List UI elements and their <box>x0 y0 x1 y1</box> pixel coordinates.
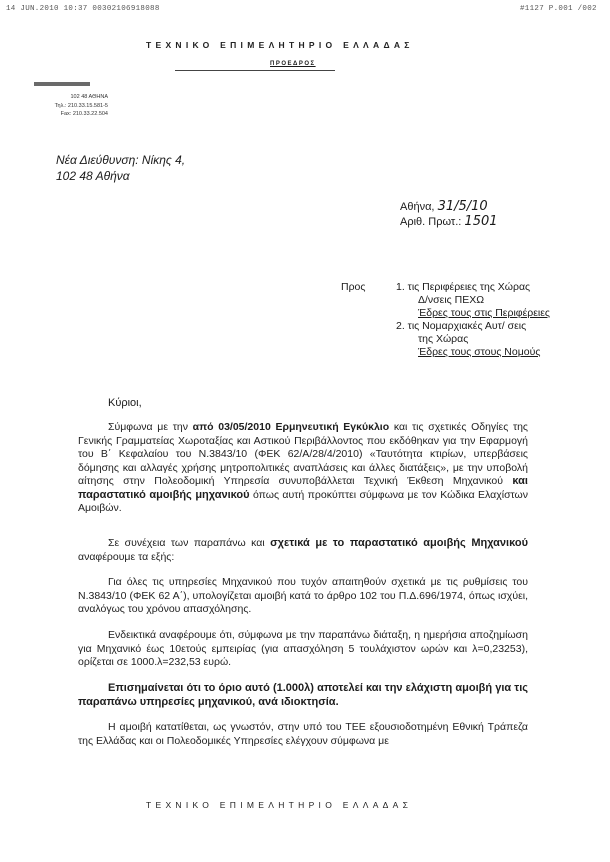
date-value: 31/5/10 <box>437 199 488 214</box>
address-street-redacted <box>34 82 90 86</box>
date-line <box>400 199 488 214</box>
body-paragraph-1: Σύμφωνα με την από 03/05/2010 Ερμηνευτική Εγκύκλιο και τις σχετικές Οδηγίες της Γενικής Γραμματείας Χωροταξίας και Αστικού Περιβάλλοντος που εκδόθηκαν για την Εφαρμογή του Β΄ Κεφαλαίου του Ν.3843/10 (ΦΕΚ 62/Α/28/4/2010) «Ταυτότητα κτιρίων, υπερβάσεις δόμησης και αλλαγές χρήσης μητροπολιτικές αναπλάσεις και άλλες διατάξεις», με την υποβολή αίτησης στην Πολεοδομική Υπηρεσία συνυποβάλλεται Τεχνική Έκθεση Μηχανικού και παραστατικό αμοιβής μηχανικού όπως αυτή προκύπτει σύμφωνα με τον Κώδικα Ελαχίστων Αμοιβών. <box>78 421 528 514</box>
protocol-label: Αριθ. Πρωτ.: <box>400 216 462 228</box>
letterhead-org-name: ΤΕΧΝΙΚΟ ΕΠΙΜΕΛΗΤΗΡΙΟ ΕΛΛΑΔΑΣ <box>146 40 414 50</box>
recipient-line: της Χώρας <box>418 333 469 345</box>
letterhead-subtitle: ΠΡΟΕΔΡΟΣ <box>270 61 316 67</box>
address-fax: Fax: 210.33.22.504 <box>60 111 108 117</box>
body-paragraph-3: Για όλες τις υπηρεσίες Μηχανικού που τυχόν απαιτηθούν σχετικά με τις ρυθμίσεις του Ν.3843/10 (ΦΕΚ 62 Α΄), υπολογίζεται αμοιβή κατά το άρθρο 102 του Π.Δ.696/1974, όπως ισχύει, αναλόγως του χρόνου απασχόλησης. <box>78 576 528 615</box>
new-address-line2: 102 48 Αθήνα <box>56 169 130 183</box>
protocol-line <box>400 214 498 229</box>
recipient-line: 2. τις Νομαρχιακές Αυτ/ σεις <box>396 320 527 332</box>
salutation: Κύριοι, <box>108 397 142 409</box>
body-paragraph-5: Επισημαίνεται ότι το όριο αυτό (1.000λ) αποτελεί και την ελάχιστη αμοιβή για τις παραπάνω υπηρεσίες μηχανικού, ανά ιδιοκτησία. <box>78 682 528 708</box>
footer-org-name: ΤΕΧΝΙΚΟ ΕΠΙΜΕΛΗΤΗΡΙΟ ΕΛΛΑΔΑΣ <box>146 800 413 810</box>
recipient-line: Έδρες τους στους Νομούς <box>418 346 541 358</box>
protocol-value: 1501 <box>464 214 498 229</box>
recipient-line: 1. τις Περιφέρειες της Χώρας <box>396 281 531 293</box>
new-address-line1: Νέα Διεύθυνση: Νίκης 4, <box>56 153 186 167</box>
date-label: Αθήνα, <box>400 201 435 213</box>
recipients-label: Προς <box>341 281 366 293</box>
address-phone: Τηλ.: 210.33.15.581-5 <box>54 102 108 109</box>
body-paragraph-2: Σε συνέχεια των παραπάνω και σχετικά με το παραστατικό αμοιβής Μηχανικού αναφέρουμε τα εξής: <box>78 537 528 563</box>
recipient-line: Έδρες τους στις Περιφέρειες <box>418 307 550 319</box>
fax-header-left: 14 JUN.2010 10:37 00302106918088 <box>6 5 160 13</box>
fax-header-right: #1127 P.001 /002 <box>520 5 597 13</box>
letterhead-address <box>38 93 108 119</box>
recipient-line: Δ/νσεις ΠΕΧΩ <box>418 294 485 306</box>
body-paragraph-4: Ενδεικτικά αναφέρουμε ότι, σύμφωνα με την παραπάνω διάταξη, η ημερήσια αποζημίωση για Μηχανικό έως 10ετούς εμπειρίας (για απασχόληση 5 τουλάχιστον ωρών και λ=0,23253), ορίζεται σε 1000.λ=232,53 ευρώ. <box>78 629 528 668</box>
letterhead-rule <box>175 70 335 71</box>
address-city: 102 48 ΑΘΗΝΑ <box>70 94 108 100</box>
body-paragraph-6: Η αμοιβή κατατίθεται, ως γνωστόν, στην υπό του ΤΕΕ εξουσιοδοτημένη Εθνική Τράπεζα της Ελλάδας και οι Πολεοδομικές Υπηρεσίες ελέγχουν σύμφωνα με <box>78 721 528 747</box>
